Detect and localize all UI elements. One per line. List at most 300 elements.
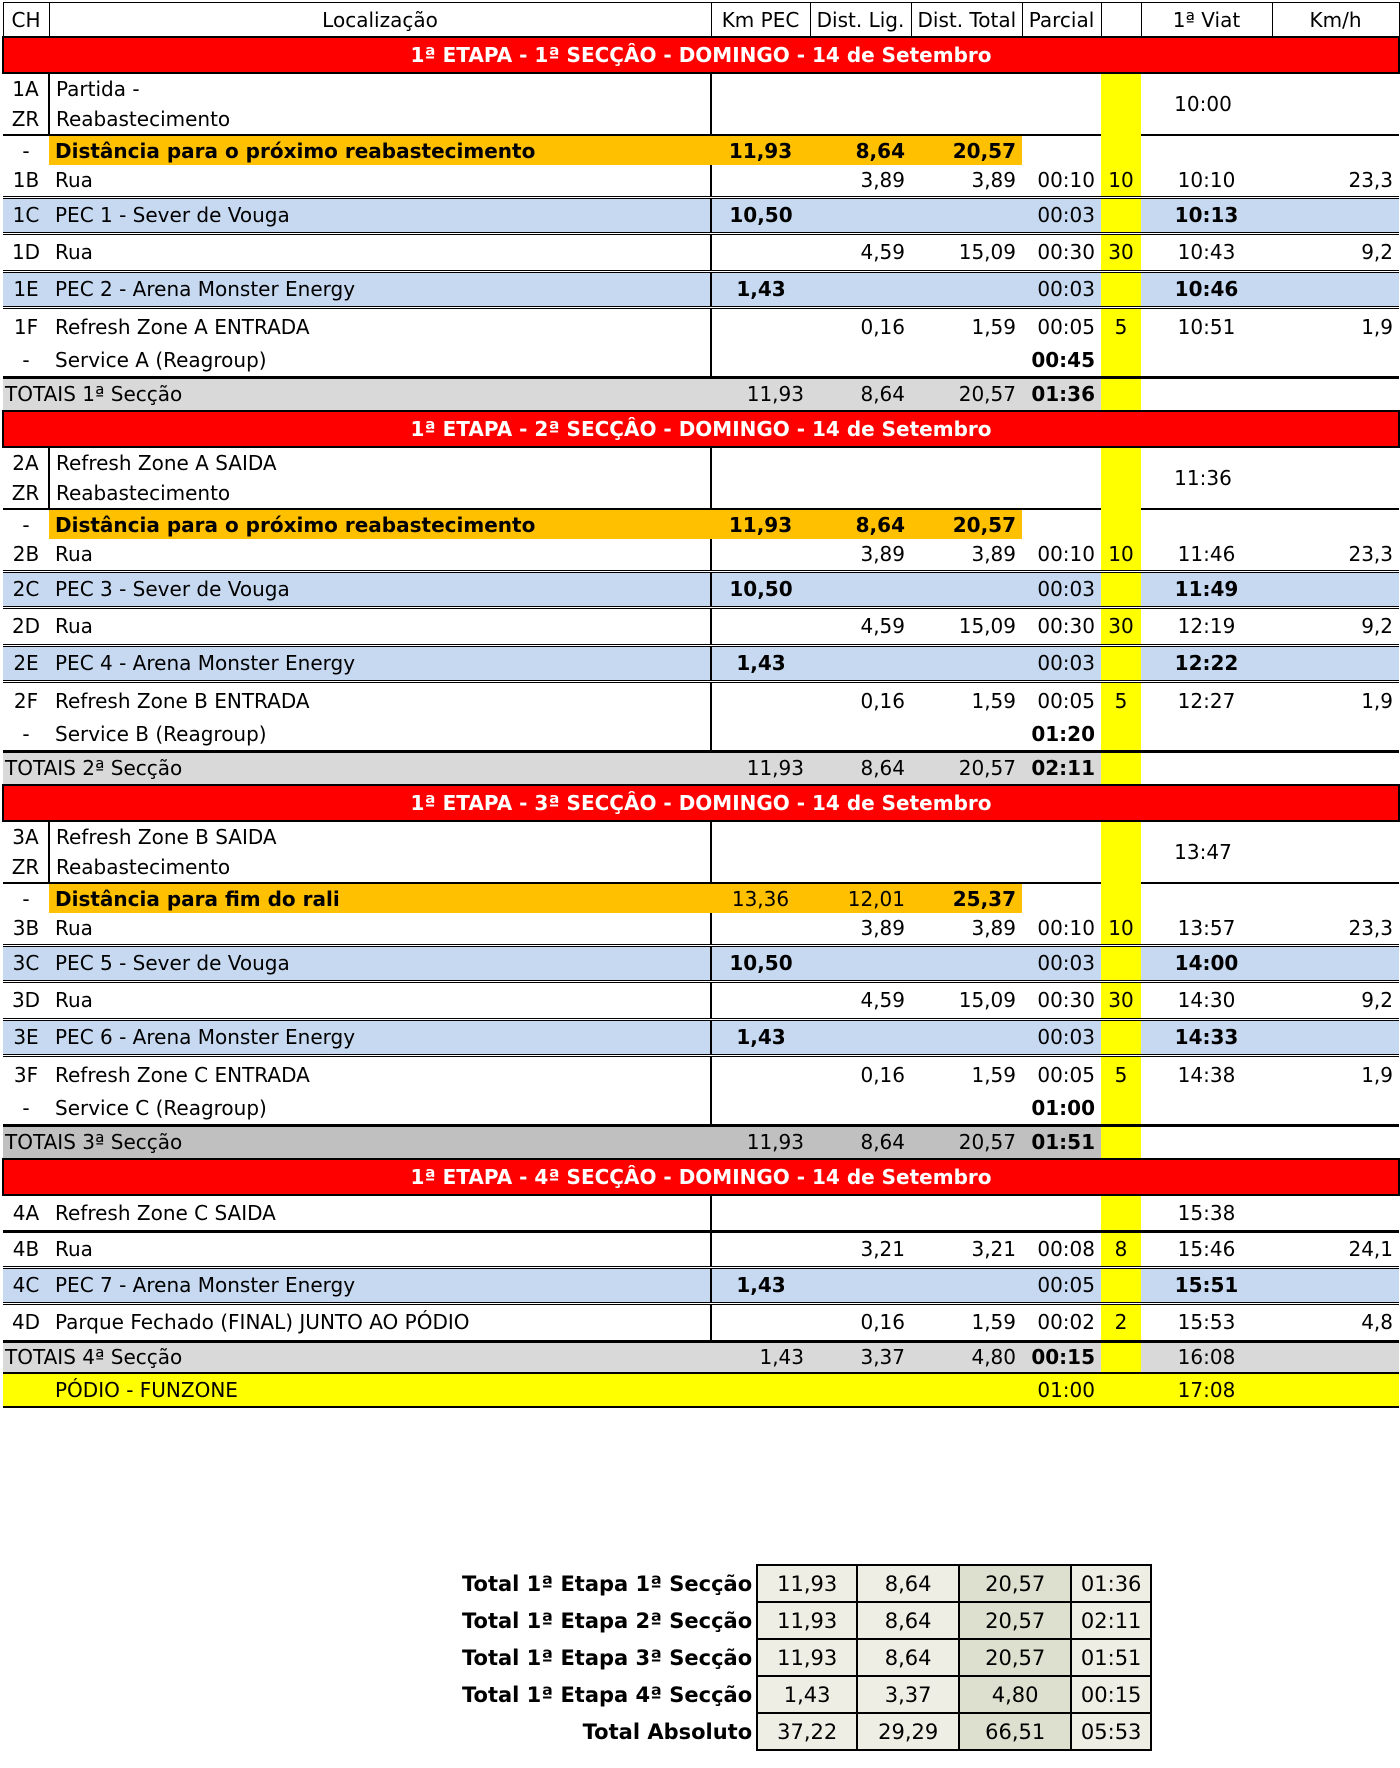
summary-dist-total: 66,51 (959, 1713, 1071, 1750)
summary-label: Total 1ª Etapa 1ª Secção (462, 1571, 753, 1596)
ch-code: ZR (11, 481, 40, 505)
yellow-minutes (1101, 945, 1141, 981)
yellow-minutes: 10 (1101, 539, 1141, 571)
yellow-col (1101, 883, 1141, 913)
km-pec: 1,43 (711, 1341, 810, 1373)
dist-total: 20,57 (911, 751, 1022, 785)
first-car-time: 12:22 (1141, 645, 1272, 681)
parcial: 00:02 (1022, 1303, 1101, 1341)
final-row (3, 1303, 1399, 1341)
parcial: 00:03 (1022, 571, 1101, 607)
ch-code: 1C (3, 197, 49, 233)
ch-code: 2E (3, 645, 49, 681)
ch-code: 1F (3, 307, 49, 345)
totals-row (3, 1125, 1399, 1159)
km-pec: 1,43 (711, 271, 810, 307)
km-pec (711, 607, 810, 645)
dist-lig: 12,01 (810, 883, 911, 913)
km-pec (711, 307, 810, 345)
stage-row (3, 271, 1399, 307)
location: Rua (55, 542, 93, 567)
ch-code: 3A (3, 821, 49, 852)
summary-dist-total: 4,80 (959, 1676, 1071, 1713)
empty (711, 345, 1022, 377)
dist-lig (810, 945, 911, 981)
road-row (3, 913, 1399, 945)
ch-code: 1E (3, 271, 49, 307)
col-kmh: Km/h (1272, 3, 1399, 38)
yellow-minutes: 5 (1101, 307, 1141, 345)
section-1-band (3, 37, 1399, 73)
parcial: 00:03 (1022, 945, 1101, 981)
distance-row (3, 135, 1399, 165)
header-row (3, 3, 1399, 38)
summary-km-pec: 11,93 (757, 1565, 857, 1602)
summary-label: Total 1ª Etapa 4ª Secção (462, 1682, 753, 1707)
summary-dist-total: 20,57 (959, 1565, 1071, 1602)
location: Refresh Zone C ENTRADA (49, 1055, 711, 1093)
dist-lig: 0,16 (810, 681, 911, 719)
dist-total: 15,09 (911, 607, 1022, 645)
kmh (1272, 1019, 1399, 1055)
empty (1141, 1093, 1399, 1125)
yellow-col (1101, 1125, 1141, 1159)
road-row (3, 233, 1399, 271)
ch-code: 1D (3, 233, 49, 271)
first-car-time: 13:47 (1141, 821, 1399, 883)
location: Parque Fechado (FINAL) JUNTO AO PÓDIO (49, 1303, 711, 1341)
summary-time: 02:11 (1071, 1602, 1151, 1639)
kmh: 9,2 (1272, 607, 1399, 645)
col-kmpec: Km PEC (711, 3, 810, 38)
dist-total (911, 945, 1022, 981)
parcial: 00:45 (1031, 348, 1095, 373)
empty (711, 1093, 1022, 1125)
service-row (3, 345, 1399, 377)
location: PEC 6 - Arena Monster Energy (49, 1019, 711, 1055)
dist-total: 1,59 (911, 681, 1022, 719)
empty (1141, 1125, 1399, 1159)
location: Service C (Reagroup) (55, 1096, 267, 1121)
dist-lig: 0,16 (810, 1055, 911, 1093)
summary-time: 05:53 (1071, 1713, 1151, 1750)
parcial: 00:10 (1037, 542, 1095, 567)
km-pec: 1,43 (711, 1267, 810, 1303)
ch-code: 3D (3, 981, 49, 1019)
location: PEC 3 - Sever de Vouga (49, 571, 711, 607)
kmh: 23,3 (1348, 542, 1393, 567)
ch-code: 4D (3, 1303, 49, 1341)
yellow-col (1101, 719, 1141, 751)
first-car-time: 10:00 (1141, 73, 1399, 135)
km-pec (711, 1303, 810, 1341)
podium-row (3, 1373, 1399, 1407)
parcial: 00:15 (1022, 1341, 1101, 1373)
dist-total: 1,59 (911, 307, 1022, 345)
km-pec: 10,50 (711, 571, 810, 607)
empty (1272, 1341, 1399, 1373)
first-car-time: 12:19 (1141, 607, 1272, 645)
first-car-time: 14:33 (1141, 1019, 1272, 1055)
summary-row (456, 1602, 1151, 1639)
km-pec: 11,93 (711, 1125, 810, 1159)
first-car-time: 15:51 (1141, 1267, 1272, 1303)
parcial: 00:30 (1022, 981, 1101, 1019)
summary-table (456, 1564, 1152, 1751)
empty (711, 1195, 1101, 1231)
location: PEC 7 - Arena Monster Energy (49, 1267, 711, 1303)
stage-row (3, 197, 1399, 233)
section-title: 1ª ETAPA - 4ª SECÇÂO - DOMINGO - 14 de Setembro (3, 1159, 1399, 1195)
parcial: 00:03 (1022, 645, 1101, 681)
distance-label: Distância para fim do rali (49, 883, 711, 913)
parcial: 01:00 (1031, 1096, 1095, 1121)
section-title: 1ª ETAPA - 2ª SECÇÂO - DOMINGO - 14 de Setembro (3, 411, 1399, 447)
parcial: 00:05 (1022, 307, 1101, 345)
kmh: 4,8 (1272, 1303, 1399, 1341)
totals-label: TOTAIS 2ª Secção (3, 751, 711, 785)
col-viat: 1ª Viat (1141, 3, 1272, 38)
section-2-band (3, 411, 1399, 447)
kmh: 23,3 (1348, 916, 1393, 941)
parcial: 00:30 (1022, 607, 1101, 645)
parcial: 02:11 (1022, 751, 1101, 785)
road-row (3, 981, 1399, 1019)
summary-time: 01:36 (1071, 1565, 1151, 1602)
summary-dist-lig: 8,64 (857, 1602, 959, 1639)
col-dtot: Dist. Total (911, 3, 1022, 38)
dist-lig: 8,64 (810, 135, 911, 165)
yellow-col (1101, 377, 1141, 411)
kmh (1272, 945, 1399, 981)
ch-code: 2C (3, 571, 49, 607)
dist-total: 15,09 (911, 233, 1022, 271)
stage-row (3, 1267, 1399, 1303)
parcial: 00:05 (1022, 1055, 1101, 1093)
ch-code: 3E (3, 1019, 49, 1055)
ch-code: 2B (12, 542, 40, 567)
kmh: 1,9 (1272, 1055, 1399, 1093)
summary-dist-total: 20,57 (959, 1602, 1071, 1639)
location: Rua (55, 168, 93, 193)
location: Reabastecimento (49, 478, 711, 509)
location: Rua (49, 607, 711, 645)
dist-lig: 4,59 (810, 981, 911, 1019)
kmh (1272, 271, 1399, 307)
location: Refresh Zone A SAIDA (49, 447, 711, 478)
dist-total: 1,59 (911, 1303, 1022, 1341)
yellow-minutes (1101, 197, 1141, 233)
ch-code: - (22, 348, 30, 373)
summary-km-pec: 11,93 (757, 1602, 857, 1639)
road-row (3, 539, 1399, 571)
dist-lig (810, 645, 911, 681)
dist-total: 4,80 (911, 1341, 1022, 1373)
km-pec: 11,93 (711, 377, 810, 411)
empty (1022, 883, 1101, 913)
empty (1272, 1373, 1399, 1407)
km-pec: 11,93 (711, 751, 810, 785)
col-loc: Localização (49, 3, 711, 38)
yellow-minutes (1101, 645, 1141, 681)
parcial: 01:00 (1022, 1373, 1101, 1407)
road-row (3, 1231, 1399, 1267)
location: Reabastecimento (49, 852, 711, 883)
parcial: 00:08 (1022, 1231, 1101, 1267)
dist-total (911, 1267, 1022, 1303)
section-4-band (3, 1159, 1399, 1195)
dist-total: 3,89 (971, 916, 1016, 941)
ch-code: 3F (3, 1055, 49, 1093)
stage-row (3, 645, 1399, 681)
dist-total: 3,21 (911, 1231, 1022, 1267)
dist-lig: 4,59 (810, 607, 911, 645)
dist-lig: 0,16 (810, 1303, 911, 1341)
km-pec (711, 1231, 810, 1267)
summary-row (456, 1713, 1151, 1750)
summary-dist-total: 20,57 (959, 1639, 1071, 1676)
km-pec (711, 539, 810, 571)
yellow-minutes (1101, 1267, 1141, 1303)
location: Refresh Zone A ENTRADA (49, 307, 711, 345)
dist-total (911, 197, 1022, 233)
empty (1141, 345, 1399, 377)
start-row (3, 1195, 1399, 1231)
start-row (3, 821, 1399, 852)
first-car-time: 13:57 (1177, 916, 1236, 941)
empty (1141, 751, 1399, 785)
yellow-minutes: 10 (1101, 913, 1141, 945)
totals-row (3, 377, 1399, 411)
dist-lig: 3,21 (810, 1231, 911, 1267)
dist-total (911, 571, 1022, 607)
first-car-time: 11:49 (1141, 571, 1272, 607)
dist-lig: 8,64 (810, 1125, 911, 1159)
dist-lig (810, 197, 911, 233)
location: Service A (Reagroup) (55, 348, 267, 373)
road-row (3, 165, 1399, 197)
empty (711, 821, 1101, 852)
km-pec (711, 681, 810, 719)
km-pec: 11,93 (711, 135, 810, 165)
first-car-time: 10:51 (1141, 307, 1272, 345)
totals-label: TOTAIS 1ª Secção (3, 377, 711, 411)
col-ch: CH (3, 3, 49, 38)
km-pec: 10,50 (711, 945, 810, 981)
empty (711, 478, 1101, 509)
first-car-time: 10:13 (1141, 197, 1272, 233)
yellow-col (1101, 73, 1141, 135)
distance-label: Distância para o próximo reabastecimento (49, 509, 711, 539)
ch-code: 2A (3, 447, 49, 478)
location: Rua (49, 233, 711, 271)
empty (711, 104, 1101, 135)
dist-total (911, 271, 1022, 307)
yellow-minutes: 2 (1101, 1303, 1141, 1341)
start-row (3, 447, 1399, 478)
refresh-row (3, 307, 1399, 345)
empty (711, 719, 1022, 751)
location: Refresh Zone B SAIDA (49, 821, 711, 852)
summary-km-pec: 1,43 (757, 1676, 857, 1713)
km-pec: 10,50 (711, 197, 810, 233)
road-row (3, 607, 1399, 645)
empty (711, 73, 1101, 104)
first-car-time: 15:46 (1141, 1231, 1272, 1267)
first-car-time: 12:27 (1141, 681, 1272, 719)
summary-dist-lig: 3,37 (857, 1676, 959, 1713)
parcial: 01:20 (1031, 722, 1095, 747)
ch-code: 4A (3, 1195, 49, 1231)
col-yellow (1101, 3, 1141, 38)
ch-code: 2D (3, 607, 49, 645)
km-pec (711, 165, 810, 197)
first-car-time: 14:00 (1141, 945, 1272, 981)
service-row (3, 719, 1399, 751)
stage-row (3, 945, 1399, 981)
yellow-minutes: 10 (1101, 165, 1141, 197)
dash: - (3, 509, 49, 539)
ch-code: 2F (3, 681, 49, 719)
parcial: 00:30 (1022, 233, 1101, 271)
dist-total (911, 1019, 1022, 1055)
summary-time: 00:15 (1071, 1676, 1151, 1713)
yellow-minutes (1101, 571, 1141, 607)
totals-label: TOTAIS 3ª Secção (3, 1125, 711, 1159)
empty (1141, 377, 1399, 411)
dist-lig: 3,37 (810, 1341, 911, 1373)
km-pec (711, 981, 810, 1019)
yellow-minutes: 5 (1101, 1055, 1141, 1093)
first-car-time: 14:30 (1141, 981, 1272, 1019)
ch-code: 3C (3, 945, 49, 981)
dist-lig: 3,89 (860, 168, 905, 193)
location: Service B (Reagroup) (55, 722, 267, 747)
parcial: 00:03 (1022, 1019, 1101, 1055)
dist-total: 20,57 (911, 1125, 1022, 1159)
service-row (3, 1093, 1399, 1125)
summary-km-pec: 37,22 (757, 1713, 857, 1750)
km-pec (711, 1055, 810, 1093)
location: Rua (49, 981, 711, 1019)
summary-time: 01:51 (1071, 1639, 1151, 1676)
empty (1141, 883, 1399, 913)
location: Partida - (49, 73, 711, 104)
kmh (1272, 197, 1399, 233)
summary-row (456, 1639, 1151, 1676)
dash: - (3, 883, 49, 913)
refresh-row (3, 681, 1399, 719)
first-car-time: 11:36 (1141, 447, 1399, 509)
dist-lig (810, 1267, 911, 1303)
empty (1141, 719, 1399, 751)
first-car-time: 10:10 (1177, 168, 1236, 193)
parcial: 00:03 (1022, 197, 1101, 233)
col-parcial: Parcial (1022, 3, 1101, 38)
km-pec: 1,43 (711, 645, 810, 681)
dist-lig: 8,64 (810, 509, 911, 539)
location: PEC 1 - Sever de Vouga (49, 197, 711, 233)
location: Rua (49, 1231, 711, 1267)
first-car-time: 10:46 (1141, 271, 1272, 307)
parcial: 00:05 (1022, 681, 1101, 719)
yellow-minutes: 30 (1101, 607, 1141, 645)
dist-total: 3,89 (971, 542, 1016, 567)
distance-row (3, 883, 1399, 913)
empty (1272, 1195, 1399, 1231)
dist-lig (810, 571, 911, 607)
ch-code: - (22, 722, 30, 747)
yellow-col (1101, 751, 1141, 785)
totals-row (3, 1341, 1399, 1373)
summary-km-pec: 11,93 (757, 1639, 857, 1676)
summary-dist-lig: 29,29 (857, 1713, 959, 1750)
first-car-time: 17:08 (1141, 1373, 1272, 1407)
start-row (3, 73, 1399, 104)
totals-label: TOTAIS 4ª Secção (3, 1341, 711, 1373)
dist-lig: 8,64 (810, 751, 911, 785)
yellow-minutes: 5 (1101, 681, 1141, 719)
dist-lig: 8,64 (810, 377, 911, 411)
parcial: 01:51 (1022, 1125, 1101, 1159)
ch-code: ZR (11, 855, 40, 879)
dist-lig: 4,59 (810, 233, 911, 271)
dist-total: 25,37 (911, 883, 1022, 913)
dist-total: 20,57 (911, 377, 1022, 411)
first-car-time: 11:46 (1177, 542, 1236, 567)
empty (3, 1373, 49, 1407)
totals-row (3, 751, 1399, 785)
location: Reabastecimento (49, 104, 711, 135)
yellow-col (1101, 1373, 1141, 1407)
location: Refresh Zone B ENTRADA (49, 681, 711, 719)
empty (1141, 135, 1399, 165)
yellow-col (1101, 1195, 1141, 1231)
km-pec: 13,36 (711, 883, 810, 913)
empty (1141, 509, 1399, 539)
empty (711, 852, 1101, 883)
ch-code: 1B (12, 168, 40, 193)
stage-row (3, 571, 1399, 607)
kmh: 24,1 (1272, 1231, 1399, 1267)
km-pec: 11,93 (711, 509, 810, 539)
section-title: 1ª ETAPA - 3ª SECÇÂO - DOMINGO - 14 de Setembro (3, 785, 1399, 821)
parcial: 01:36 (1022, 377, 1101, 411)
yellow-col (1101, 821, 1141, 883)
dist-lig: 0,16 (810, 307, 911, 345)
parcial: 00:10 (1037, 168, 1095, 193)
distance-label: Distância para o próximo reabastecimento (49, 135, 711, 165)
summary-dist-lig: 8,64 (857, 1565, 959, 1602)
dist-lig (810, 1019, 911, 1055)
ch-code: 4B (3, 1231, 49, 1267)
podium-label: PÓDIO - FUNZONE (49, 1373, 1022, 1407)
yellow-col (1101, 345, 1141, 377)
first-car-time: 10:43 (1141, 233, 1272, 271)
dist-total: 3,89 (971, 168, 1016, 193)
yellow-col (1101, 135, 1141, 165)
location: PEC 4 - Arena Monster Energy (49, 645, 711, 681)
location: PEC 5 - Sever de Vouga (49, 945, 711, 981)
yellow-minutes: 30 (1101, 233, 1141, 271)
yellow-minutes (1101, 271, 1141, 307)
empty (1022, 509, 1101, 539)
ch-code: ZR (11, 107, 40, 131)
yellow-minutes: 8 (1101, 1231, 1141, 1267)
kmh (1272, 1267, 1399, 1303)
distance-row (3, 509, 1399, 539)
dist-total: 20,57 (911, 509, 1022, 539)
